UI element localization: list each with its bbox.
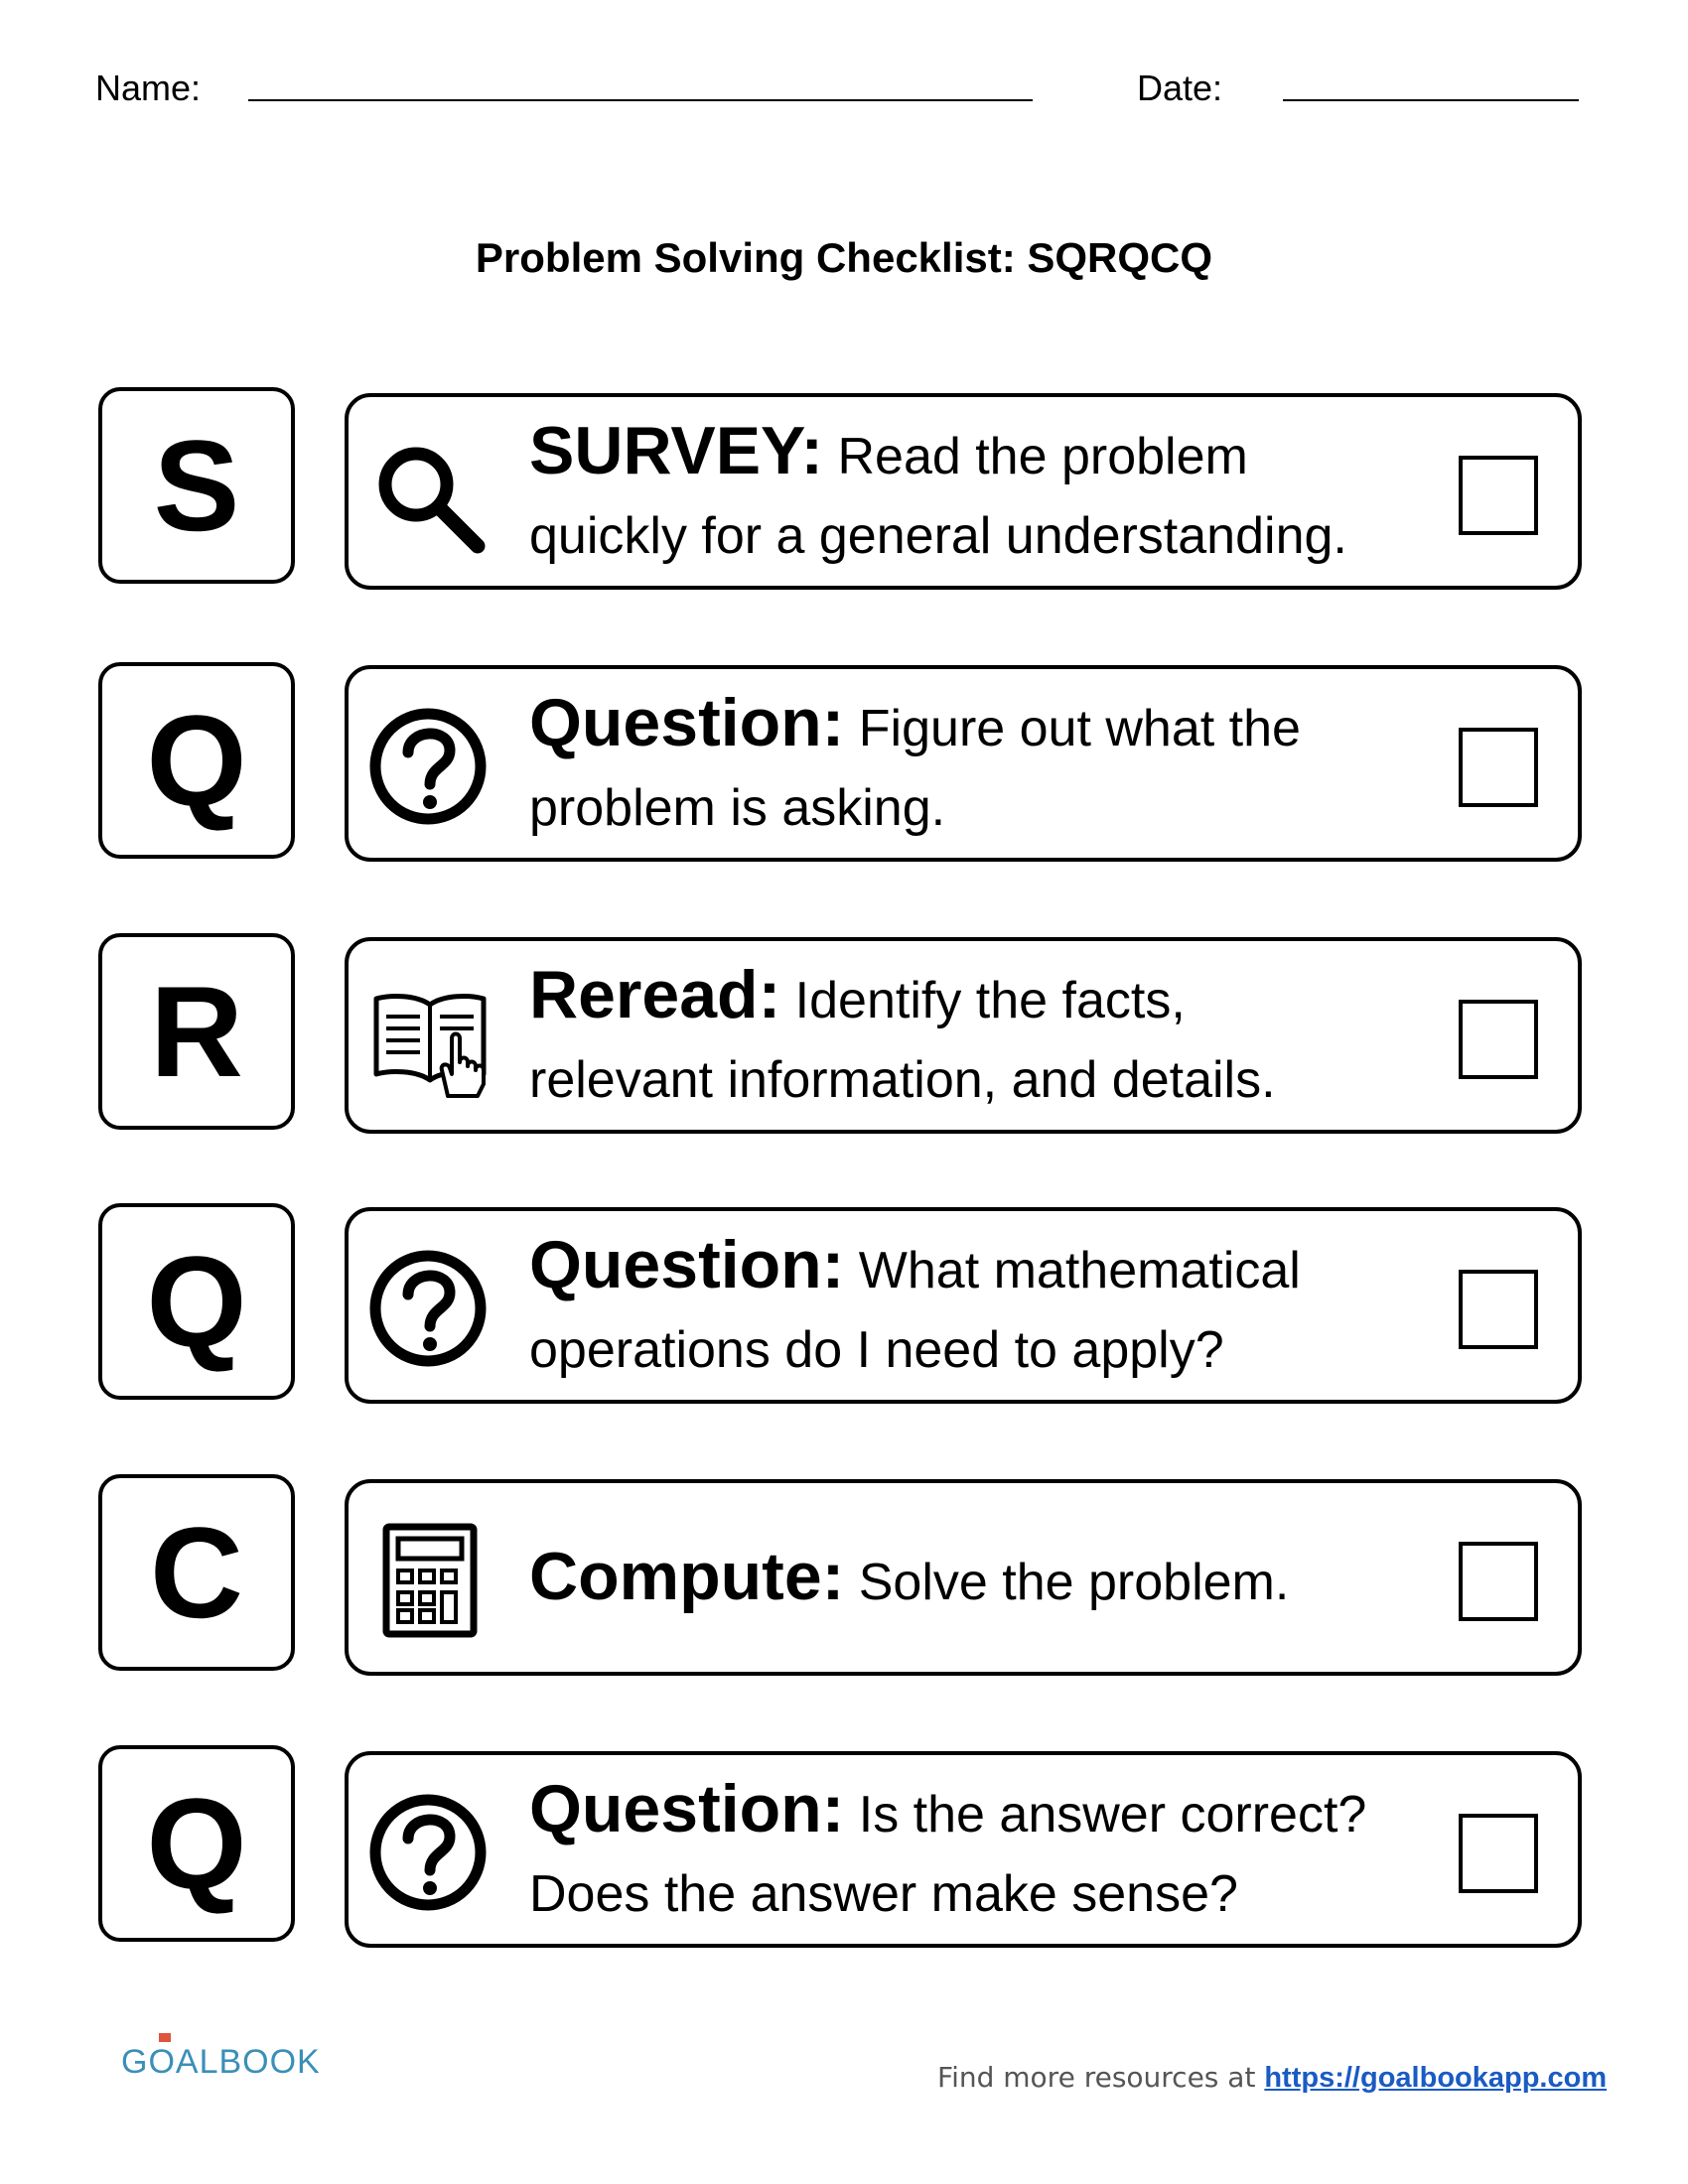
step-card-survey [345,393,1582,590]
calculator-icon [368,1519,492,1642]
step-keyword: SURVEY: [529,413,824,488]
step-keyword: Question: [529,1227,845,1302]
flag-icon [159,2033,171,2042]
step-keyword: Compute: [529,1539,845,1614]
step-text [529,1769,1383,1934]
name-field-line[interactable] [248,99,1033,101]
step-text [529,683,1383,848]
step-card-question-3 [345,1751,1582,1948]
question-mark-icon [368,705,492,828]
step-checkbox[interactable] [1459,1270,1538,1349]
logo-text: GOALBOOK [121,2043,321,2081]
step-checkbox[interactable] [1459,1000,1538,1079]
letter-box-reread: R [98,933,295,1130]
step-card-compute [345,1479,1582,1676]
step-checkbox[interactable] [1459,1814,1538,1893]
step-card-reread [345,937,1582,1134]
page-title: Problem Solving Checklist: SQRQCQ [475,234,1213,281]
footer-text: Find more resources at [937,2061,1256,2094]
footer-link[interactable]: https://goalbookapp.com [1264,2062,1608,2094]
step-description: Solve the problem. [858,1554,1290,1611]
step-text [529,955,1383,1120]
step-card-question-2 [345,1207,1582,1404]
question-mark-icon [368,1791,492,1914]
question-mark-icon [368,1247,492,1370]
letter-box-compute: C [98,1474,295,1671]
step-text [529,1497,1383,1662]
step-checkbox[interactable] [1459,1542,1538,1621]
name-label: Name: [95,68,202,108]
step-keyword: Question: [529,1771,845,1846]
letter-box-question-3: Q [98,1745,295,1942]
step-text [529,411,1383,576]
step-description: Figure out what the problem is asking. [529,700,1301,837]
letter-box-survey: S [98,387,295,584]
step-description: Is the answer correct? Does the answer make sense? [529,1786,1367,1923]
step-description: What mathematical operations do I need to apply? [529,1242,1301,1379]
step-text [529,1225,1383,1390]
step-keyword: Reread: [529,957,781,1032]
magnifying-glass-icon [368,433,492,556]
letter-box-question-2: Q [98,1203,295,1400]
letter-box-question: Q [98,662,295,859]
step-description: Identify the facts, relevant information, and details. [529,972,1276,1109]
step-description: Read the problem quickly for a general understanding. [529,428,1347,565]
date-label: Date: [1137,68,1223,108]
step-keyword: Question: [529,685,845,760]
footer-resources [937,2061,1607,2095]
step-card-question [345,665,1582,862]
goalbook-logo [121,2043,321,2082]
step-checkbox[interactable] [1459,728,1538,807]
step-checkbox[interactable] [1459,456,1538,535]
book-pointer-icon [368,977,492,1100]
date-field-line[interactable] [1283,99,1579,101]
